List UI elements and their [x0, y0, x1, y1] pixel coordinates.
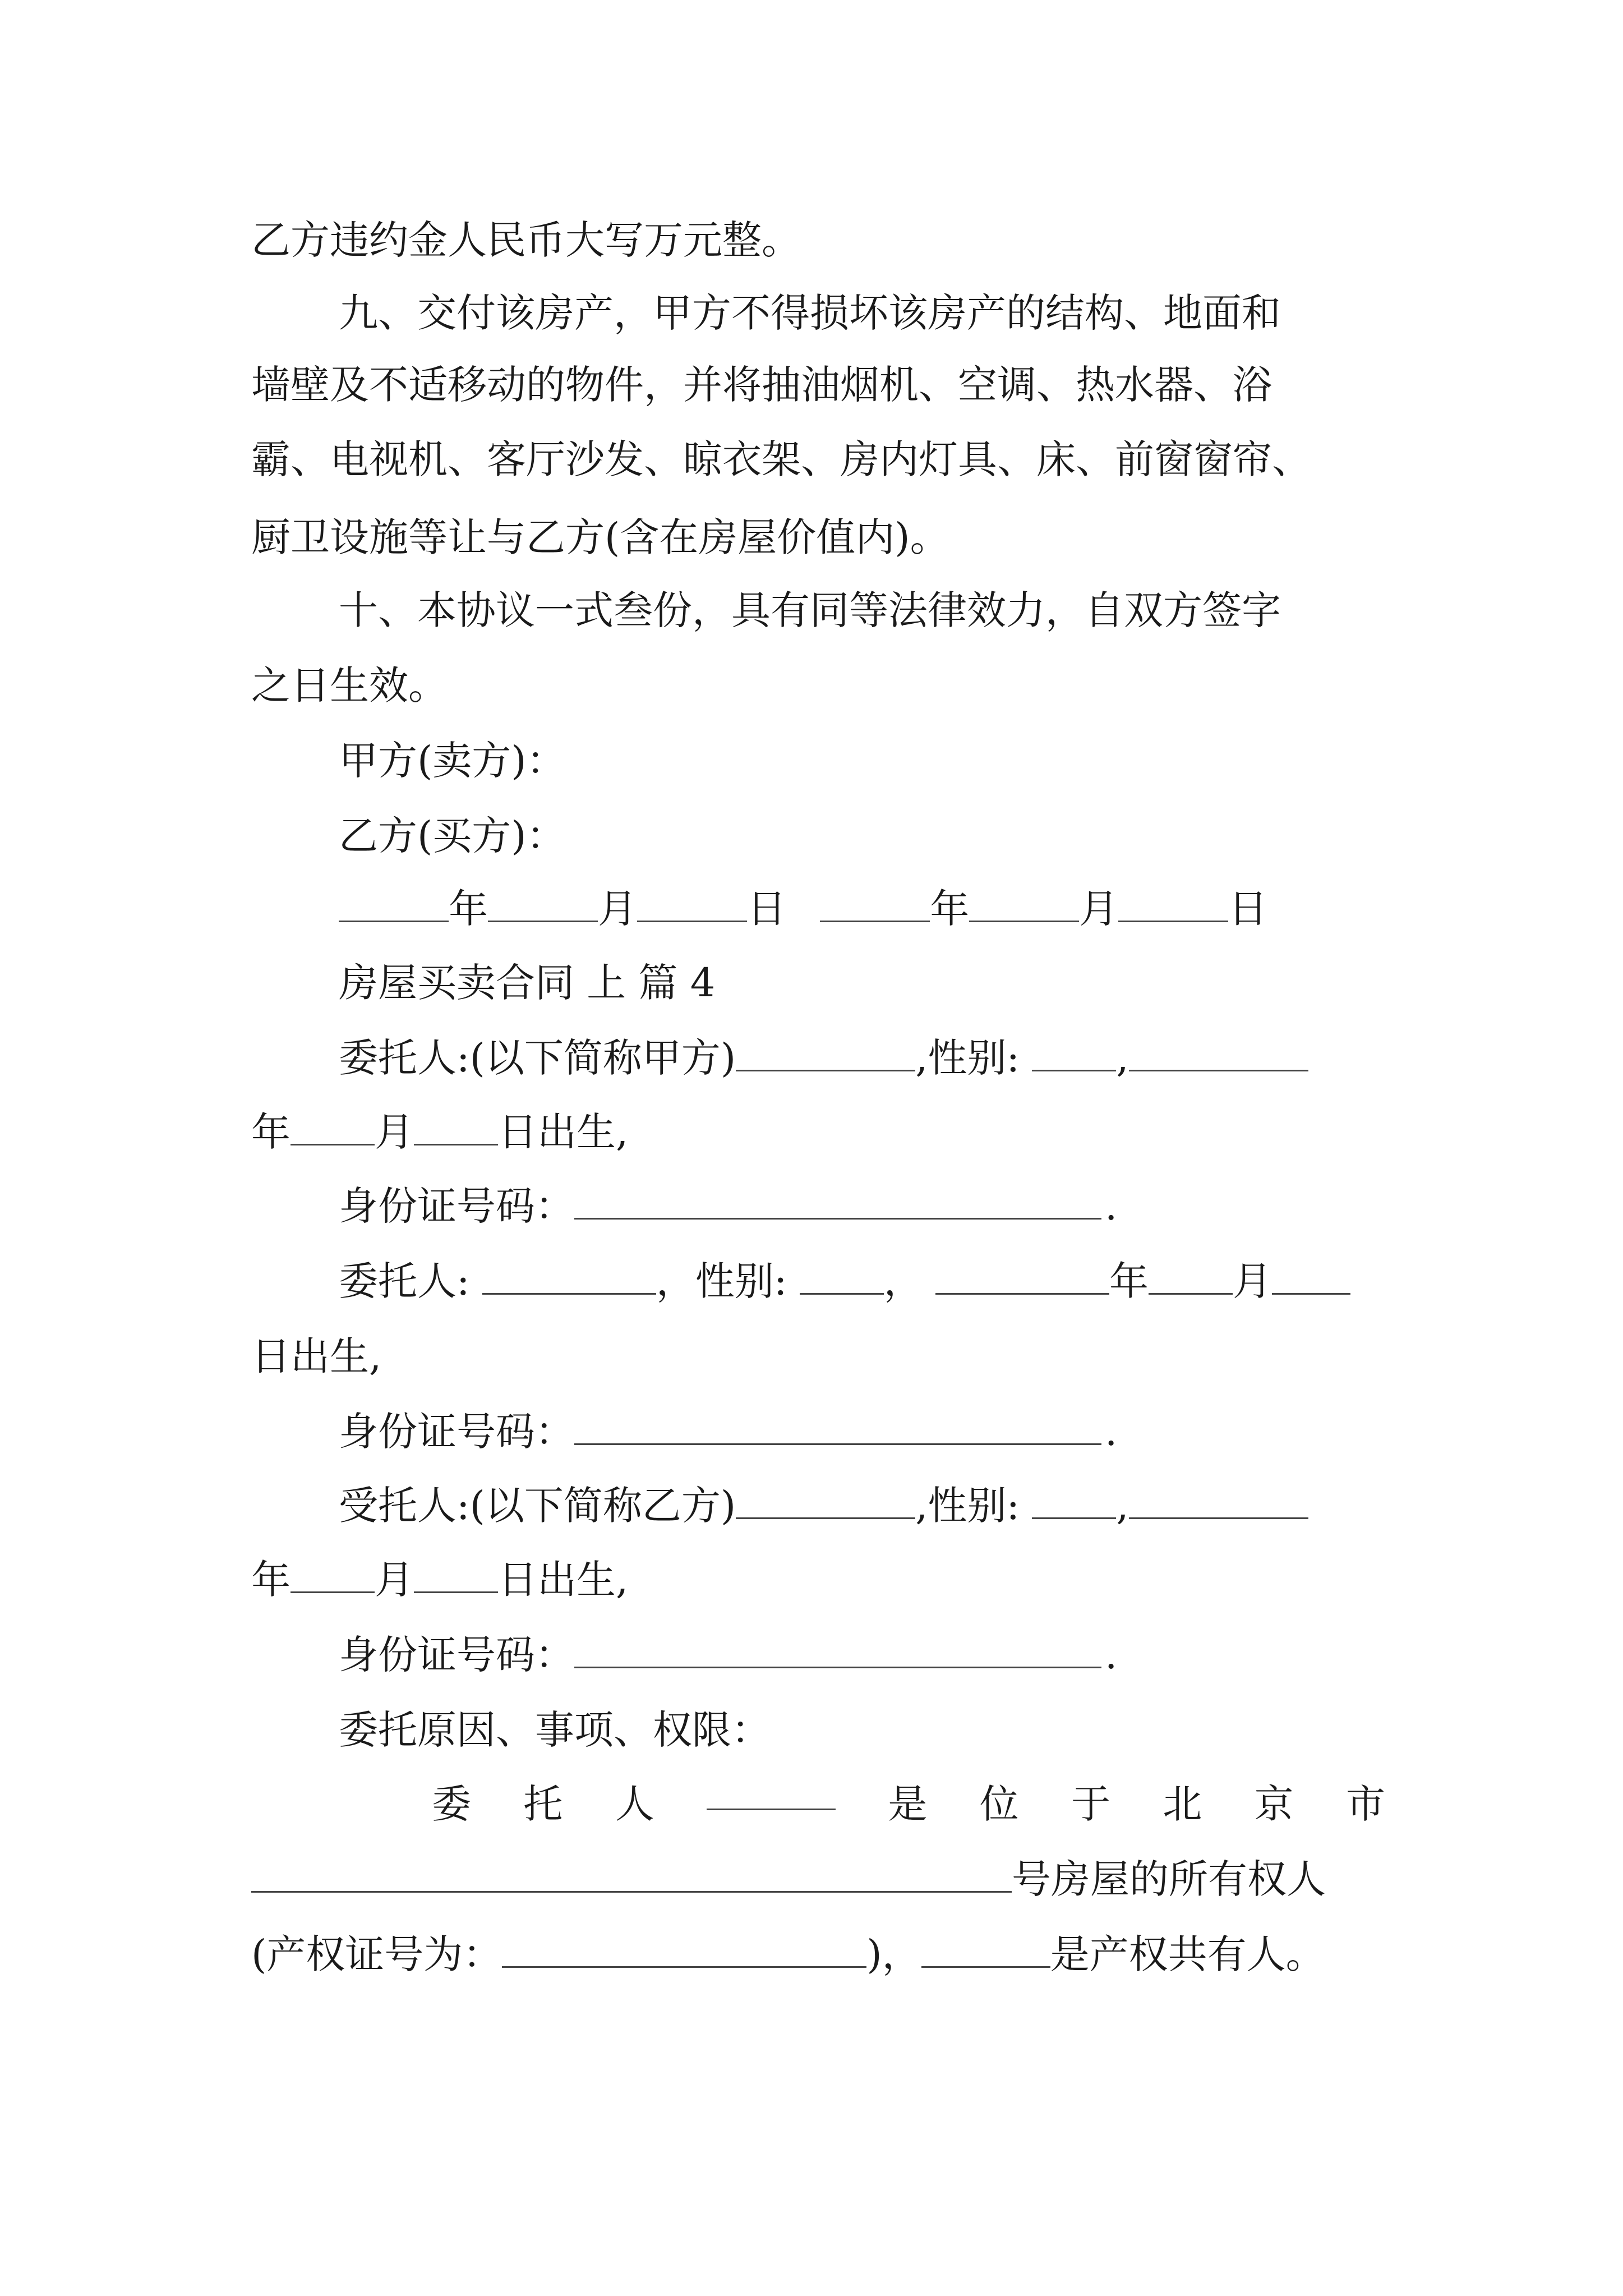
blank-field[interactable]	[251, 1858, 1012, 1893]
blank-field[interactable]	[482, 1260, 656, 1295]
gender-label: ，性别:	[656, 1258, 787, 1304]
clause-char: 京	[1254, 1781, 1294, 1827]
day-label: 日	[1228, 886, 1268, 932]
id-label: 身份证号码：	[339, 1409, 574, 1455]
period: .	[1105, 1183, 1118, 1229]
month-label: 月	[375, 1557, 414, 1603]
gender-label: ,性别:	[915, 1035, 1020, 1081]
id-line	[339, 1627, 1460, 1683]
blank-field[interactable]	[1129, 1485, 1308, 1519]
blank-field[interactable]	[935, 1260, 1109, 1295]
text-line: 乙方违约金人民币大写万元整。	[251, 217, 801, 263]
principal-label: 委托人:(以下简称甲方)	[339, 1035, 736, 1081]
text-line: 之日生效。	[251, 662, 448, 708]
seller-signature-label: 甲方(卖方)：	[339, 738, 566, 784]
date-line	[339, 881, 1460, 937]
year-label: 年	[251, 1109, 291, 1155]
blank-field[interactable]	[637, 888, 747, 922]
blank-field[interactable]	[736, 1037, 915, 1071]
blank-field[interactable]	[502, 1934, 866, 1968]
section-heading: 房屋买卖合同 上 篇 4	[339, 960, 716, 1006]
comma: ,	[1116, 1035, 1129, 1081]
text-line: 十、本协议一式叁份，具有同等法律效力，自双方签字	[339, 587, 1281, 633]
blank-field[interactable]	[969, 888, 1079, 922]
clause-char: 北	[1163, 1781, 1202, 1827]
blank-field[interactable]	[291, 1111, 375, 1145]
blank-field[interactable]	[921, 1934, 1050, 1968]
blank-field[interactable]	[820, 888, 930, 922]
blank-field[interactable]	[1032, 1037, 1116, 1071]
blank-field[interactable]	[800, 1260, 884, 1295]
year-label: 年	[930, 886, 970, 932]
period: .	[1105, 1632, 1118, 1678]
month-label: 月	[375, 1109, 414, 1155]
month-label: 月	[1232, 1258, 1272, 1304]
clause-char: 委	[432, 1781, 471, 1827]
clause-char: 人	[615, 1781, 654, 1827]
birth-day-label: 日出生,	[498, 1109, 629, 1155]
agent-line	[339, 1478, 1460, 1534]
year-label: 年	[449, 886, 488, 932]
blank-field[interactable]	[736, 1485, 915, 1519]
agent-label: 受托人:(以下简称乙方)	[339, 1483, 736, 1529]
blank-field[interactable]	[1149, 1260, 1233, 1295]
month-label: 月	[1079, 886, 1119, 932]
co-owner-text: 是产权共有人。	[1050, 1931, 1325, 1977]
id-label: 身份证号码：	[339, 1632, 574, 1678]
cert-open: (产权证号为：	[251, 1931, 502, 1977]
blank-field[interactable]	[707, 1776, 836, 1810]
blank-field[interactable]	[1032, 1485, 1116, 1519]
clause-char: 市	[1345, 1781, 1385, 1827]
cert-close: )，	[866, 1931, 921, 1977]
id-line	[339, 1404, 1460, 1460]
buyer-signature-label: 乙方(买方)：	[339, 813, 566, 859]
clause-char: 位	[979, 1781, 1019, 1827]
owner-text: 号房屋的所有权人	[1012, 1856, 1326, 1902]
blank-field[interactable]	[1272, 1260, 1350, 1295]
blank-field[interactable]	[414, 1111, 498, 1145]
certificate-line	[251, 1926, 1373, 1982]
text-line: 墙壁及不适移动的物件，并将抽油烟机、空调、热水器、浴	[251, 362, 1272, 408]
clause-line	[432, 1776, 1385, 1832]
blank-field[interactable]	[291, 1559, 375, 1593]
birth-line	[251, 1552, 1373, 1608]
blank-field[interactable]	[488, 888, 598, 922]
month-label: 月	[598, 886, 637, 932]
comma: ,	[1116, 1483, 1129, 1529]
blank-field[interactable]	[1129, 1037, 1308, 1071]
year-label: 年	[251, 1557, 291, 1603]
day-label: 日	[747, 886, 786, 932]
blank-field[interactable]	[574, 1185, 1101, 1220]
birth-line: 日出生,	[251, 1333, 382, 1379]
text-line: 霸、电视机、客厅沙发、晾衣架、房内灯具、床、前窗窗帘、	[251, 436, 1311, 482]
blank-field[interactable]	[339, 888, 449, 922]
year-label: 年	[1109, 1258, 1149, 1304]
birth-day-label: 日出生,	[498, 1557, 629, 1603]
principal-line	[339, 1030, 1460, 1086]
blank-field[interactable]	[1118, 888, 1228, 922]
blank-field[interactable]	[574, 1634, 1101, 1668]
blank-field[interactable]	[574, 1411, 1101, 1445]
text-line: 厨卫设施等让与乙方(含在房屋价值内)。	[251, 514, 949, 560]
principal-label: 委托人:	[339, 1258, 470, 1304]
address-line	[251, 1851, 1373, 1907]
principal-line	[339, 1253, 1460, 1309]
blank-field[interactable]	[414, 1559, 498, 1593]
clause-char: 是	[888, 1781, 928, 1827]
comma: ，	[883, 1258, 923, 1304]
text-line: 委托原因、事项、权限：	[339, 1707, 771, 1753]
period: .	[1105, 1409, 1118, 1455]
clause-char: 于	[1071, 1781, 1110, 1827]
gender-label: ,性别:	[915, 1483, 1020, 1529]
id-label: 身份证号码：	[339, 1183, 574, 1229]
clause-char: 托	[523, 1781, 563, 1827]
birth-line	[251, 1104, 1373, 1160]
text-line: 九、交付该房产，甲方不得损坏该房产的结构、地面和	[339, 290, 1281, 336]
id-line	[339, 1178, 1460, 1234]
